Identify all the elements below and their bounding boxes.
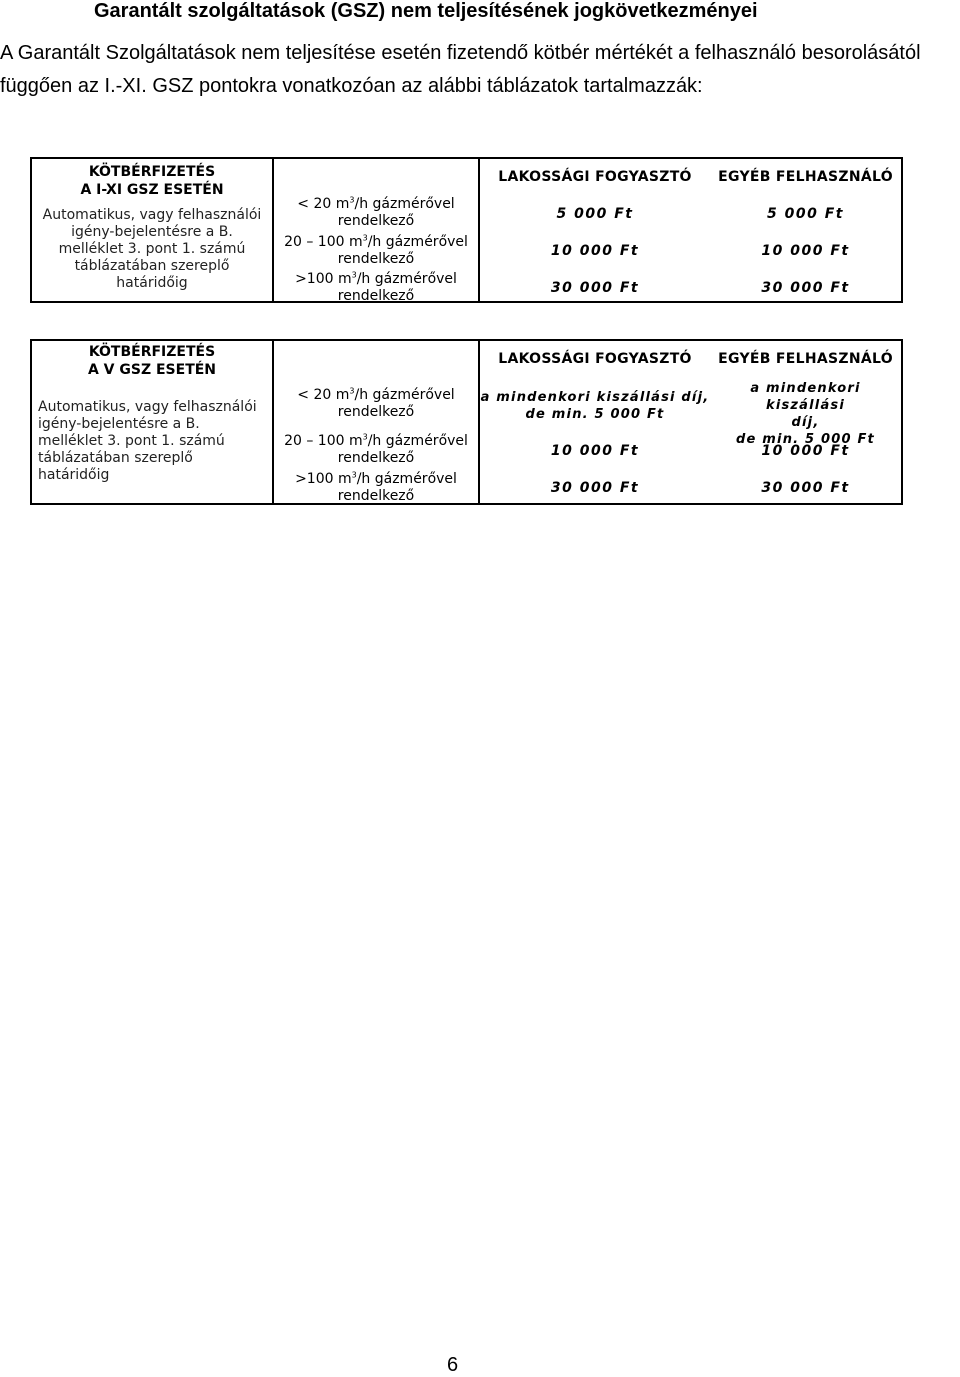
table2-meter-cell xyxy=(272,341,480,503)
table2-other-column xyxy=(710,341,901,503)
table2-residential-column xyxy=(480,341,710,503)
table2-other-amount-3: 30 000 Ft xyxy=(761,480,850,496)
table1-other-amount-1: 5 000 Ft xyxy=(767,206,844,222)
table2-other-amount-2: 10 000 Ft xyxy=(761,443,850,459)
table1-meter-1: < 20 $m^3/h$ gázmérővel rendelkező xyxy=(297,195,455,229)
table2-condition-cell xyxy=(32,341,272,503)
table2-description: Automatikus, vagy felhasználói igény-bejelentésre a B. melléklet 3. pont 1. számú táblázatában szereplő határidőig xyxy=(38,399,257,483)
table2-header-line2: A V GSZ ESETÉN xyxy=(87,362,217,378)
table1-other-header: EGYÉB FELHASZNÁLÓ xyxy=(718,169,893,185)
page-title: Garantált szolgáltatások (GSZ) nem teljesítésének jogkövetkezményei xyxy=(94,0,758,22)
table1-residential-amount-3: 30 000 Ft xyxy=(550,280,640,296)
table2-header-line1: KÖTBÉRFIZETÉS xyxy=(88,344,216,360)
table1-meter-cell xyxy=(272,159,480,304)
table2-residential-amount-1: a mindenkori kiszállási díj, de min. 5 000 Ft xyxy=(480,390,710,422)
table1-other-column xyxy=(710,159,901,301)
table2-header xyxy=(32,343,272,379)
table1-other-amount-2: 10 000 Ft xyxy=(761,243,850,259)
table1-header xyxy=(32,163,272,199)
page-number: 6 xyxy=(447,1354,459,1376)
table2-meter-1: < 20 $m^3/h$ gázmérővel rendelkező xyxy=(297,386,455,420)
table1-meter-2: 20 – 100 $m^3/h$ gázmérővel rendelkező xyxy=(284,233,468,267)
table2-residential-amount-3: 30 000 Ft xyxy=(550,480,640,496)
table1-meter-3: >100 $m^3/h$ gázmérővel rendelkező xyxy=(295,270,457,304)
table1-header-line1: KÖTBÉRFIZETÉS xyxy=(88,164,216,180)
table1-residential-header: LAKOSSÁGI FOGYASZTÓ xyxy=(498,169,692,185)
table2-other-amount-1: a mindenkori kiszállási díj, de min. 5 000 Ft xyxy=(736,381,875,447)
table1-residential-column xyxy=(480,159,710,301)
table2-meter-2: 20 – 100 $m^3/h$ gázmérővel rendelkező xyxy=(284,432,468,466)
table1-header-line2: A I-XI GSZ ESETÉN xyxy=(80,182,224,198)
table1-description: Automatikus, vagy felhasználói igény-bejelentésre a B. melléklet 3. pont 1. számú táblázatában szereplő határidőig xyxy=(42,207,262,291)
penalty-table-1 xyxy=(30,157,903,303)
table1-residential-amount-2: 10 000 Ft xyxy=(550,243,640,259)
table1-condition-cell xyxy=(32,159,272,301)
penalty-table-2 xyxy=(30,339,903,505)
table2-residential-amount-2: 10 000 Ft xyxy=(550,443,640,459)
table2-meter-3: >100 $m^3/h$ gázmérővel rendelkező xyxy=(295,470,457,504)
table1-residential-amount-1: 5 000 Ft xyxy=(556,206,634,222)
table2-residential-header: LAKOSSÁGI FOGYASZTÓ xyxy=(498,351,692,367)
intro-paragraph: A Garantált Szolgáltatások nem teljesítése esetén fizetendő kötbér mértékét a felhasználó besorolásától függően az I.-XI. GSZ pontokra vonatkozóan az alábbi táblázatok tartalmazzák: xyxy=(0,42,921,97)
table2-other-header: EGYÉB FELHASZNÁLÓ xyxy=(718,351,893,367)
table1-other-amount-3: 30 000 Ft xyxy=(761,280,850,296)
